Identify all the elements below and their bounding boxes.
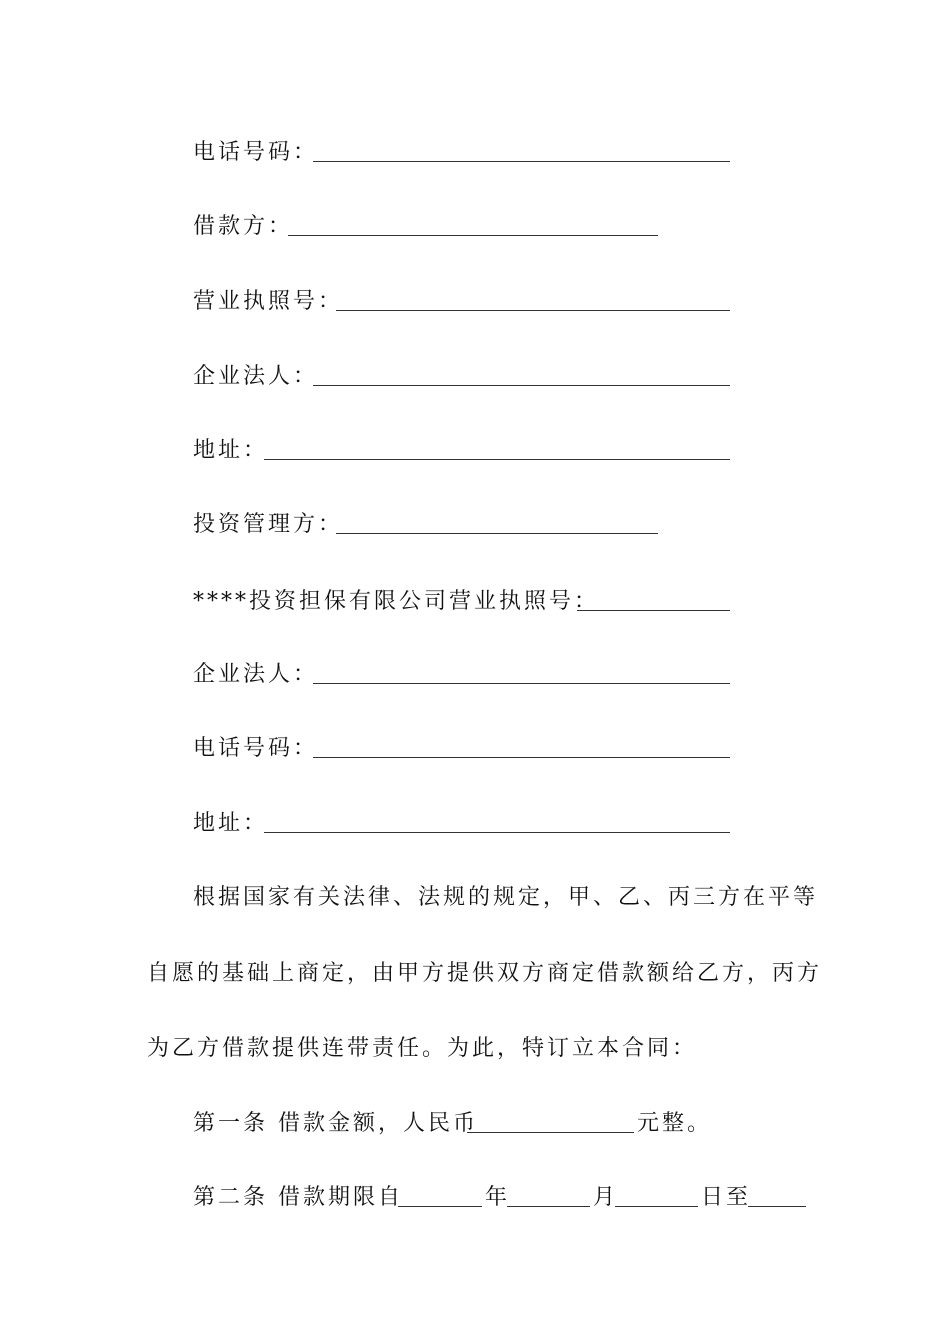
blank-line	[313, 161, 730, 162]
field-label: 电话号码：	[193, 140, 319, 165]
blank-line	[313, 683, 730, 684]
clause-text: 第二条 借款期限自	[193, 1185, 403, 1210]
clause-1	[0, 1104, 950, 1144]
clause-text: 第一条 借款金额，人民币	[193, 1111, 478, 1136]
clause-suffix: 元整。	[637, 1111, 713, 1136]
blank-line	[264, 832, 730, 833]
blank-line	[264, 459, 730, 460]
field-label: 地址：	[193, 811, 269, 836]
clause-2	[0, 1178, 950, 1218]
blank-line	[313, 757, 730, 758]
paragraph-line	[0, 878, 950, 918]
day-to-label: 日至	[701, 1185, 752, 1210]
blank-line	[398, 1206, 482, 1207]
field-label: 企业法人：	[193, 662, 319, 687]
paragraph-line	[0, 1029, 950, 1069]
paragraph-line	[0, 954, 950, 994]
field-guarantor-license	[0, 582, 950, 622]
paragraph-text: 为乙方借款提供连带责任。为此，特订立本合同：	[147, 1036, 698, 1061]
paragraph-text: 自愿的基础上商定，由甲方提供双方商定借款额给乙方，丙方	[147, 961, 823, 986]
year-label: 年	[485, 1185, 511, 1210]
field-label: 借款方：	[193, 214, 294, 239]
blank-line	[336, 310, 730, 311]
blank-line	[467, 1132, 634, 1133]
field-label: ****投资担保有限公司营业执照号：	[193, 589, 600, 614]
field-address-1	[0, 431, 950, 471]
paragraph-text: 根据国家有关法律、法规的规定，甲、乙、丙三方在平等	[193, 885, 819, 910]
blank-line	[615, 1206, 698, 1207]
field-phone-2	[0, 729, 950, 769]
blank-line	[507, 1206, 590, 1207]
field-label: 电话号码：	[193, 736, 319, 761]
field-label: 地址：	[193, 438, 269, 463]
field-legal-rep-1	[0, 357, 950, 397]
blank-line	[313, 385, 730, 386]
field-label: 营业执照号：	[193, 289, 344, 314]
field-legal-rep-2	[0, 655, 950, 695]
blank-line	[748, 1206, 806, 1207]
field-investment-manager	[0, 505, 950, 545]
field-label: 投资管理方：	[193, 512, 344, 537]
blank-line	[336, 533, 658, 534]
field-address-2	[0, 804, 950, 844]
month-label: 月	[593, 1185, 619, 1210]
field-business-license	[0, 282, 950, 322]
blank-line	[577, 610, 730, 611]
field-phone-1	[0, 133, 950, 173]
field-borrower	[0, 207, 950, 247]
blank-line	[288, 235, 658, 236]
field-label: 企业法人：	[193, 364, 319, 389]
